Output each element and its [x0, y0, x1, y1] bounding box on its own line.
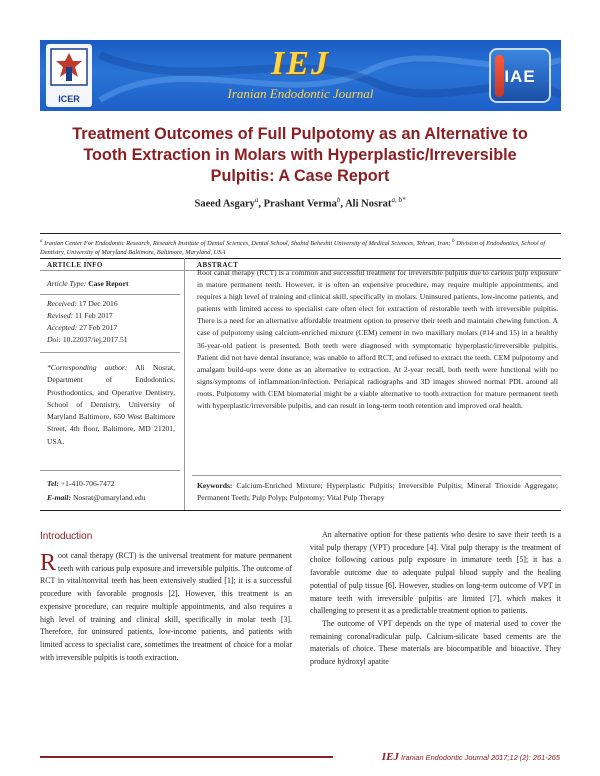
author-name: Saeed Asgary — [194, 198, 255, 210]
author-affiliation-mark: a — [254, 196, 259, 204]
received-date: Received: 17 Dec 2016 — [47, 299, 118, 308]
introduction-paragraph: oot canal therapy (RCT) is the universal treatment for mature permanent teeth with carious pulp exposure and irreversible pulpitis. The outcome of RCT in vital/nonvital teeth has been extensively studied [1]; it is a successful procedure with favorable prognosis [2]. However, this treatment is an expensive procedure, can require multiple appointments, and also requires a high level of training and clinical skill, specifically in molar teeth [3]. Therefore, for uninsured patients, low-income patients, and patients with limited access to specialist care, sometimes the treatment of choice for a molar with irreversible pulpitis is tooth extraction. — [40, 551, 292, 662]
title-line: Treatment Outcomes of Full Pulpotomy as an Alternative to — [72, 125, 528, 143]
divider — [40, 233, 561, 234]
divider — [40, 510, 561, 511]
divider — [40, 258, 561, 259]
corresponding-author-label: *Corresponding author: — [47, 363, 128, 372]
author-affiliation-mark: a, b* — [391, 196, 406, 204]
divider — [192, 475, 561, 476]
introduction-paragraph: An alternative option for these patients who desire to save their teeth is a vital pulp therapy (VPT) procedure [4]. Vital pulp therapy is the treatment of choice following carious pulp exposure in immature teeth [5]; it has a favorable outcome due to adequate pulpal blood supply and the healing potential of pulp tissue [6]. However, studies on long-term outcome of VPT in mature teeth with irreversible pulpitis are limited [7], which makes it challenging to present it as a predictable treatment option to patients. — [310, 530, 561, 616]
keywords-list: Calcium-Enriched Mixture; Hyperplastic Pulpitis; Irreversible Pulpitis; Mineral Trioxide Aggregate; Permanent Teeth; Pulp Polyp; Pulpotomy; Vital Pulp Therapy — [197, 481, 558, 503]
introduction-heading: Introduction — [40, 531, 93, 542]
author-name: Prashant Verma — [263, 198, 337, 210]
revised-date: Revised: 11 Feb 2017 — [47, 311, 113, 320]
footer-citation — [382, 751, 560, 763]
article-type: Article Type: Case Report — [47, 279, 129, 288]
journal-acronym: IEJ — [271, 45, 330, 82]
author-name: Ali Nosrat — [345, 198, 392, 210]
title-line: Tooth Extraction in Molars with Hyperplastic/Irreversible — [83, 146, 517, 164]
iae-logo — [489, 48, 551, 103]
footer-citation-text: Iranian Endodontic Journal 2017;12 (2): 261-265 — [400, 753, 560, 762]
abstract-text: Root canal therapy (RCT) is a common and successful treatment for irreversible pulpitis due to carious pulp exposure in mature permanent teeth. However, it is often an expensive procedure, may require multiple appointments, and requires a high level of training and clinical skill, specifically in molars. Uninsured patients, low-income patients, and patients with limited access to specialist care often elect for extraction of restorable teeth with irreversible pulpitis. There is a need for an alternative affordable treatment option to preserve their teeth and maintain chewing function. A case of pulpotomy using calcium-enriched mixture (CEM) cement in two maxillary molars (#14 and 15) in a healthy 36-year-old patient is presented. Both teeth were diagnosed with symptomatic hyperplastic/irreversible pulpitis. Patient did not have dental insurance, was unable to afford RCT, and refused to extract the teeth. CEM pulpotomy and amalgam build-ups were done as an alternative to extraction. At 2-year recall, both teeth were functional with no signs/symptoms of inflammation/infection. Periapical radiographs and 3D images showed normal PDL around all roots. Pulpotomy with CEM biomaterial might be a viable alternative to tooth extraction for mature permanent teeth with hyperplastic/irreversible pulpitis, and can result in long-term tooth retention and improved oral health. — [197, 268, 558, 411]
drop-cap: R — [40, 550, 57, 576]
email[interactable]: E-mail: Nosrat@umaryland.edu — [47, 493, 146, 502]
introduction-paragraph: The outcome of VPT depends on the type of material used to cover the remaining coronal/radicular pulp. Calcium-silicate based cements are the materials of choice. These materials are biocompatible and bioactive. They produce hydroxyl apatite — [310, 618, 561, 667]
column-divider — [184, 258, 185, 510]
abstract-heading: ABSTRACT — [197, 261, 239, 269]
article-info-heading: ARTICLE INFO — [47, 261, 103, 269]
page-footer — [0, 751, 600, 763]
journal-banner — [40, 40, 561, 111]
corresponding-author — [47, 362, 175, 448]
divider — [40, 470, 180, 471]
telephone: Tel: +1-410-706-7472 — [47, 479, 115, 488]
keywords — [197, 480, 558, 504]
journal-name: Iranian Endodontic Journal — [227, 86, 374, 101]
iae-logo-label: IAE — [504, 67, 536, 86]
icer-logo-label: ICER — [58, 94, 80, 104]
doi[interactable]: Doi: 10.22037/iej.2017.51 — [47, 335, 128, 344]
affiliation-a: Iranian Center For Endodontic Research, Research Institute of Dental Sciences, Dental School, Shahid Beheshti University of Medical Sciences, Tehran, Iran — [44, 240, 449, 248]
affiliation-b: Division of Endodontics, School of Dentistry, University of Maryland Baltimore, Baltimore, Maryland, USA — [40, 240, 546, 256]
introduction-left-column — [40, 550, 292, 664]
title-line: Pulpitis: A Case Report — [210, 167, 390, 185]
divider — [40, 294, 180, 295]
footer-acronym: IEJ — [381, 751, 399, 763]
affiliations: $^a$ Iranian Center For Endodontic Research, Research Institute of Dental Sciences, Dental School, Shahid Beheshti University of Medical Sciences, Tehran, Iran; $^b$ Division of Endodontics, School of Dentistry, University of Maryland Baltimore, Baltimore, Maryland, USA — [40, 239, 546, 256]
paper-title — [50, 124, 550, 187]
footer-rule — [40, 756, 333, 758]
divider — [40, 352, 180, 353]
keywords-label: Keywords: — [197, 481, 233, 490]
introduction-right-column — [310, 529, 561, 669]
corresponding-author-address: Ali Nosrat, Department of Endodontics, Prosthodontics, and Operative Dentistry, School of Dentistry, University of Maryland Baltimore, 650 West Baltimore Street, 4th floor, Baltimore, MD 21201, USA. — [47, 363, 176, 446]
author-affiliation-mark: b — [336, 196, 341, 204]
author-list: Saeed Asgary$^a$, Prashant Verma$^b$, Ali Nosrat$^{a, b*}$ — [194, 196, 406, 210]
accepted-date: Accepted: 27 Feb 2017 — [47, 323, 118, 332]
